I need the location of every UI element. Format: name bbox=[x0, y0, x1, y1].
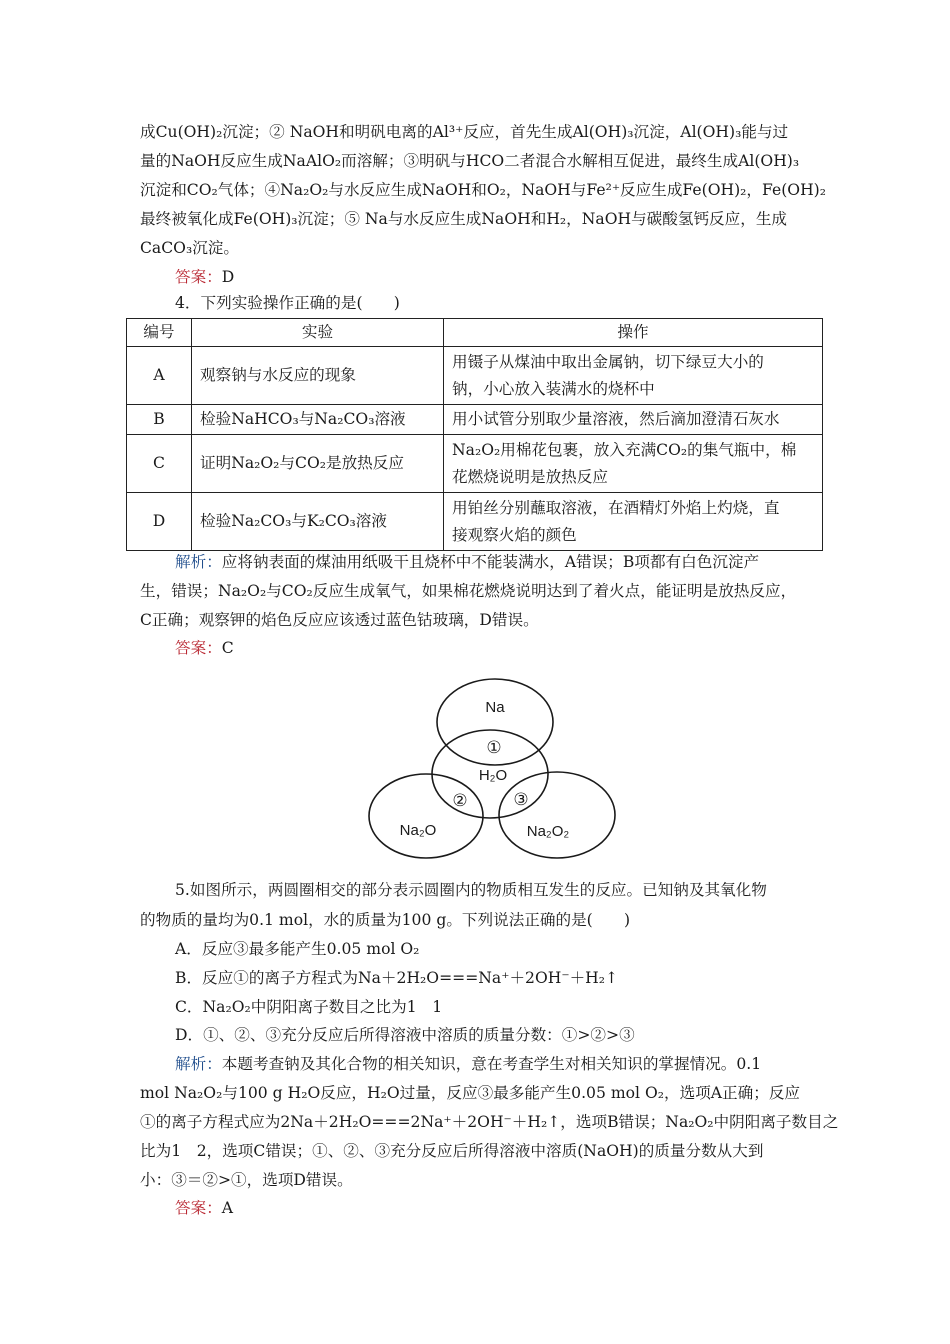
operation-line: 用铂丝分别蘸取溶液，在酒精灯外焰上灼烧，直 bbox=[452, 498, 780, 517]
analysis-text: 本题考查钠及其化合物的相关知识，意在考查学生对相关知识的掌握情况。0.1 bbox=[221, 1055, 762, 1073]
q5-analysis-line-4: 比为1 2，选项C错误；①、②、③充分反应后所得溶液中溶质(NaOH)的质量分数从大到 bbox=[140, 1142, 764, 1160]
operation-line: 用镊子从煤油中取出金属钠，切下绿豆大小的 bbox=[452, 352, 764, 371]
row-id: A bbox=[127, 347, 192, 405]
label-na2o: Na₂O bbox=[399, 822, 437, 839]
table-row bbox=[127, 493, 823, 551]
q5-analysis-line-3: ①的离子方程式应为2Na＋2H₂O===2Na⁺＋2OH⁻＋H₂↑，选项B错误；Na₂O₂中阴阳离子数目之 bbox=[140, 1113, 839, 1131]
row-experiment: 检验NaHCO₃与Na₂CO₃溶液 bbox=[192, 405, 444, 435]
row-id: C bbox=[127, 435, 192, 493]
answer-label: 答案： bbox=[175, 1199, 222, 1217]
row-operation bbox=[444, 347, 823, 405]
operation-line: Na₂O₂用棉花包裹，放入充满CO₂的集气瓶中，棉 bbox=[452, 440, 797, 459]
label-na2o2: Na₂O₂ bbox=[526, 823, 570, 840]
table-header-row bbox=[127, 319, 823, 347]
answer-value: D bbox=[221, 268, 235, 286]
table-row bbox=[127, 435, 823, 493]
q5-question-line-1: 5.如图所示，两圆圈相交的部分表示圆圈内的物质相互发生的反应。已知钠及其氧化物 bbox=[175, 881, 767, 899]
venn-diagram bbox=[360, 676, 620, 862]
q5-option-a: A．反应③最多能产生0.05 mol O₂ bbox=[175, 940, 420, 958]
q3-explanation-line-2: 量的NaOH反应生成NaAlO₂而溶解；③明矾与HCO二者混合水解相互促进，最终生成Al(OH)₃ bbox=[140, 152, 800, 170]
analysis-label: 解析： bbox=[175, 1055, 222, 1073]
q3-explanation-line-3: 沉淀和CO₂气体；④Na₂O₂与水反应生成NaOH和O₂，NaOH与Fe²⁺反应生成Fe(OH)₂，Fe(OH)₂ bbox=[140, 181, 827, 199]
operation-line: 用小试管分别取少量溶液，然后滴加澄清石灰水 bbox=[452, 410, 780, 428]
row-experiment: 检验Na₂CO₃与K₂CO₃溶液 bbox=[192, 493, 444, 551]
q4-question: 4．下列实验操作正确的是( ) bbox=[175, 294, 400, 312]
q4-answer bbox=[175, 633, 820, 663]
operation-line: 花燃烧说明是放热反应 bbox=[452, 467, 608, 486]
answer-label: 答案： bbox=[175, 639, 222, 657]
q4-analysis-line-1 bbox=[175, 547, 820, 577]
q5-analysis-line-5: 小：③＝②>①，选项D错误。 bbox=[140, 1171, 353, 1189]
label-h2o: H₂O bbox=[478, 767, 508, 784]
q5-question-line-2: 的物质的量均为0.1 mol，水的质量为100 g。下列说法正确的是( ) bbox=[140, 911, 631, 929]
q5-analysis-line-1 bbox=[175, 1049, 820, 1079]
row-operation bbox=[444, 435, 823, 493]
q5-option-c: C．Na₂O₂中阴阳离子数目之比为1 1 bbox=[175, 998, 443, 1016]
analysis-label: 解析： bbox=[175, 553, 222, 571]
marker-3: ③ bbox=[513, 790, 529, 809]
row-id: B bbox=[127, 405, 192, 435]
answer-value: A bbox=[221, 1199, 234, 1217]
answer-label: 答案： bbox=[175, 268, 222, 286]
row-operation bbox=[444, 493, 823, 551]
q4-analysis-line-2: 生，错误；Na₂O₂与CO₂反应生成氧气，如果棉花燃烧说明达到了着火点，能证明是放热反应， bbox=[140, 582, 797, 600]
row-id: D bbox=[127, 493, 192, 551]
q5-answer bbox=[175, 1193, 820, 1223]
answer-value: C bbox=[221, 639, 234, 657]
q5-option-b: B．反应①的离子方程式为Na＋2H₂O===Na⁺＋2OH⁻＋H₂↑ bbox=[175, 969, 619, 987]
q4-table bbox=[126, 318, 823, 551]
analysis-text: 应将钠表面的煤油用纸吸干且烧杯中不能装满水，A错误；B项都有白色沉淀产 bbox=[221, 553, 760, 571]
label-na: Na bbox=[485, 699, 505, 716]
operation-line: 钠，小心放入装满水的烧杯中 bbox=[452, 379, 655, 398]
q3-explanation-line-1: 成Cu(OH)₂沉淀；② NaOH和明矾电离的Al³⁺反应，首先生成Al(OH)₃沉淀，Al(OH)₃能与过 bbox=[140, 123, 789, 141]
circle-na2o2 bbox=[499, 772, 615, 858]
row-operation bbox=[444, 405, 823, 435]
q3-explanation-line-4: 最终被氧化成Fe(OH)₃沉淀；⑤ Na与水反应生成NaOH和H₂，NaOH与碳酸氢钙反应，生成 bbox=[140, 210, 788, 228]
header-experiment: 实验 bbox=[192, 319, 444, 347]
table-row bbox=[127, 347, 823, 405]
table-row bbox=[127, 405, 823, 435]
row-experiment: 观察钠与水反应的现象 bbox=[192, 347, 444, 405]
header-operation: 操作 bbox=[444, 319, 823, 347]
row-experiment: 证明Na₂O₂与CO₂是放热反应 bbox=[192, 435, 444, 493]
marker-2: ② bbox=[452, 791, 468, 810]
q5-analysis-line-2: mol Na₂O₂与100 g H₂O反应，H₂O过量，反应③最多能产生0.05 mol O₂，选项A正确；反应 bbox=[140, 1084, 801, 1102]
marker-1: ① bbox=[486, 738, 502, 757]
operation-line: 接观察火焰的颜色 bbox=[452, 525, 577, 544]
circle-na2o bbox=[369, 774, 483, 858]
header-id: 编号 bbox=[127, 319, 192, 347]
q4-analysis-line-3: C正确；观察钾的焰色反应应该透过蓝色钴玻璃，D错误。 bbox=[140, 611, 539, 629]
q3-explanation-line-5: CaCO₃沉淀。 bbox=[140, 239, 239, 257]
q5-option-d: D．①、②、③充分反应后所得溶液中溶质的质量分数：①>②>③ bbox=[175, 1026, 635, 1044]
